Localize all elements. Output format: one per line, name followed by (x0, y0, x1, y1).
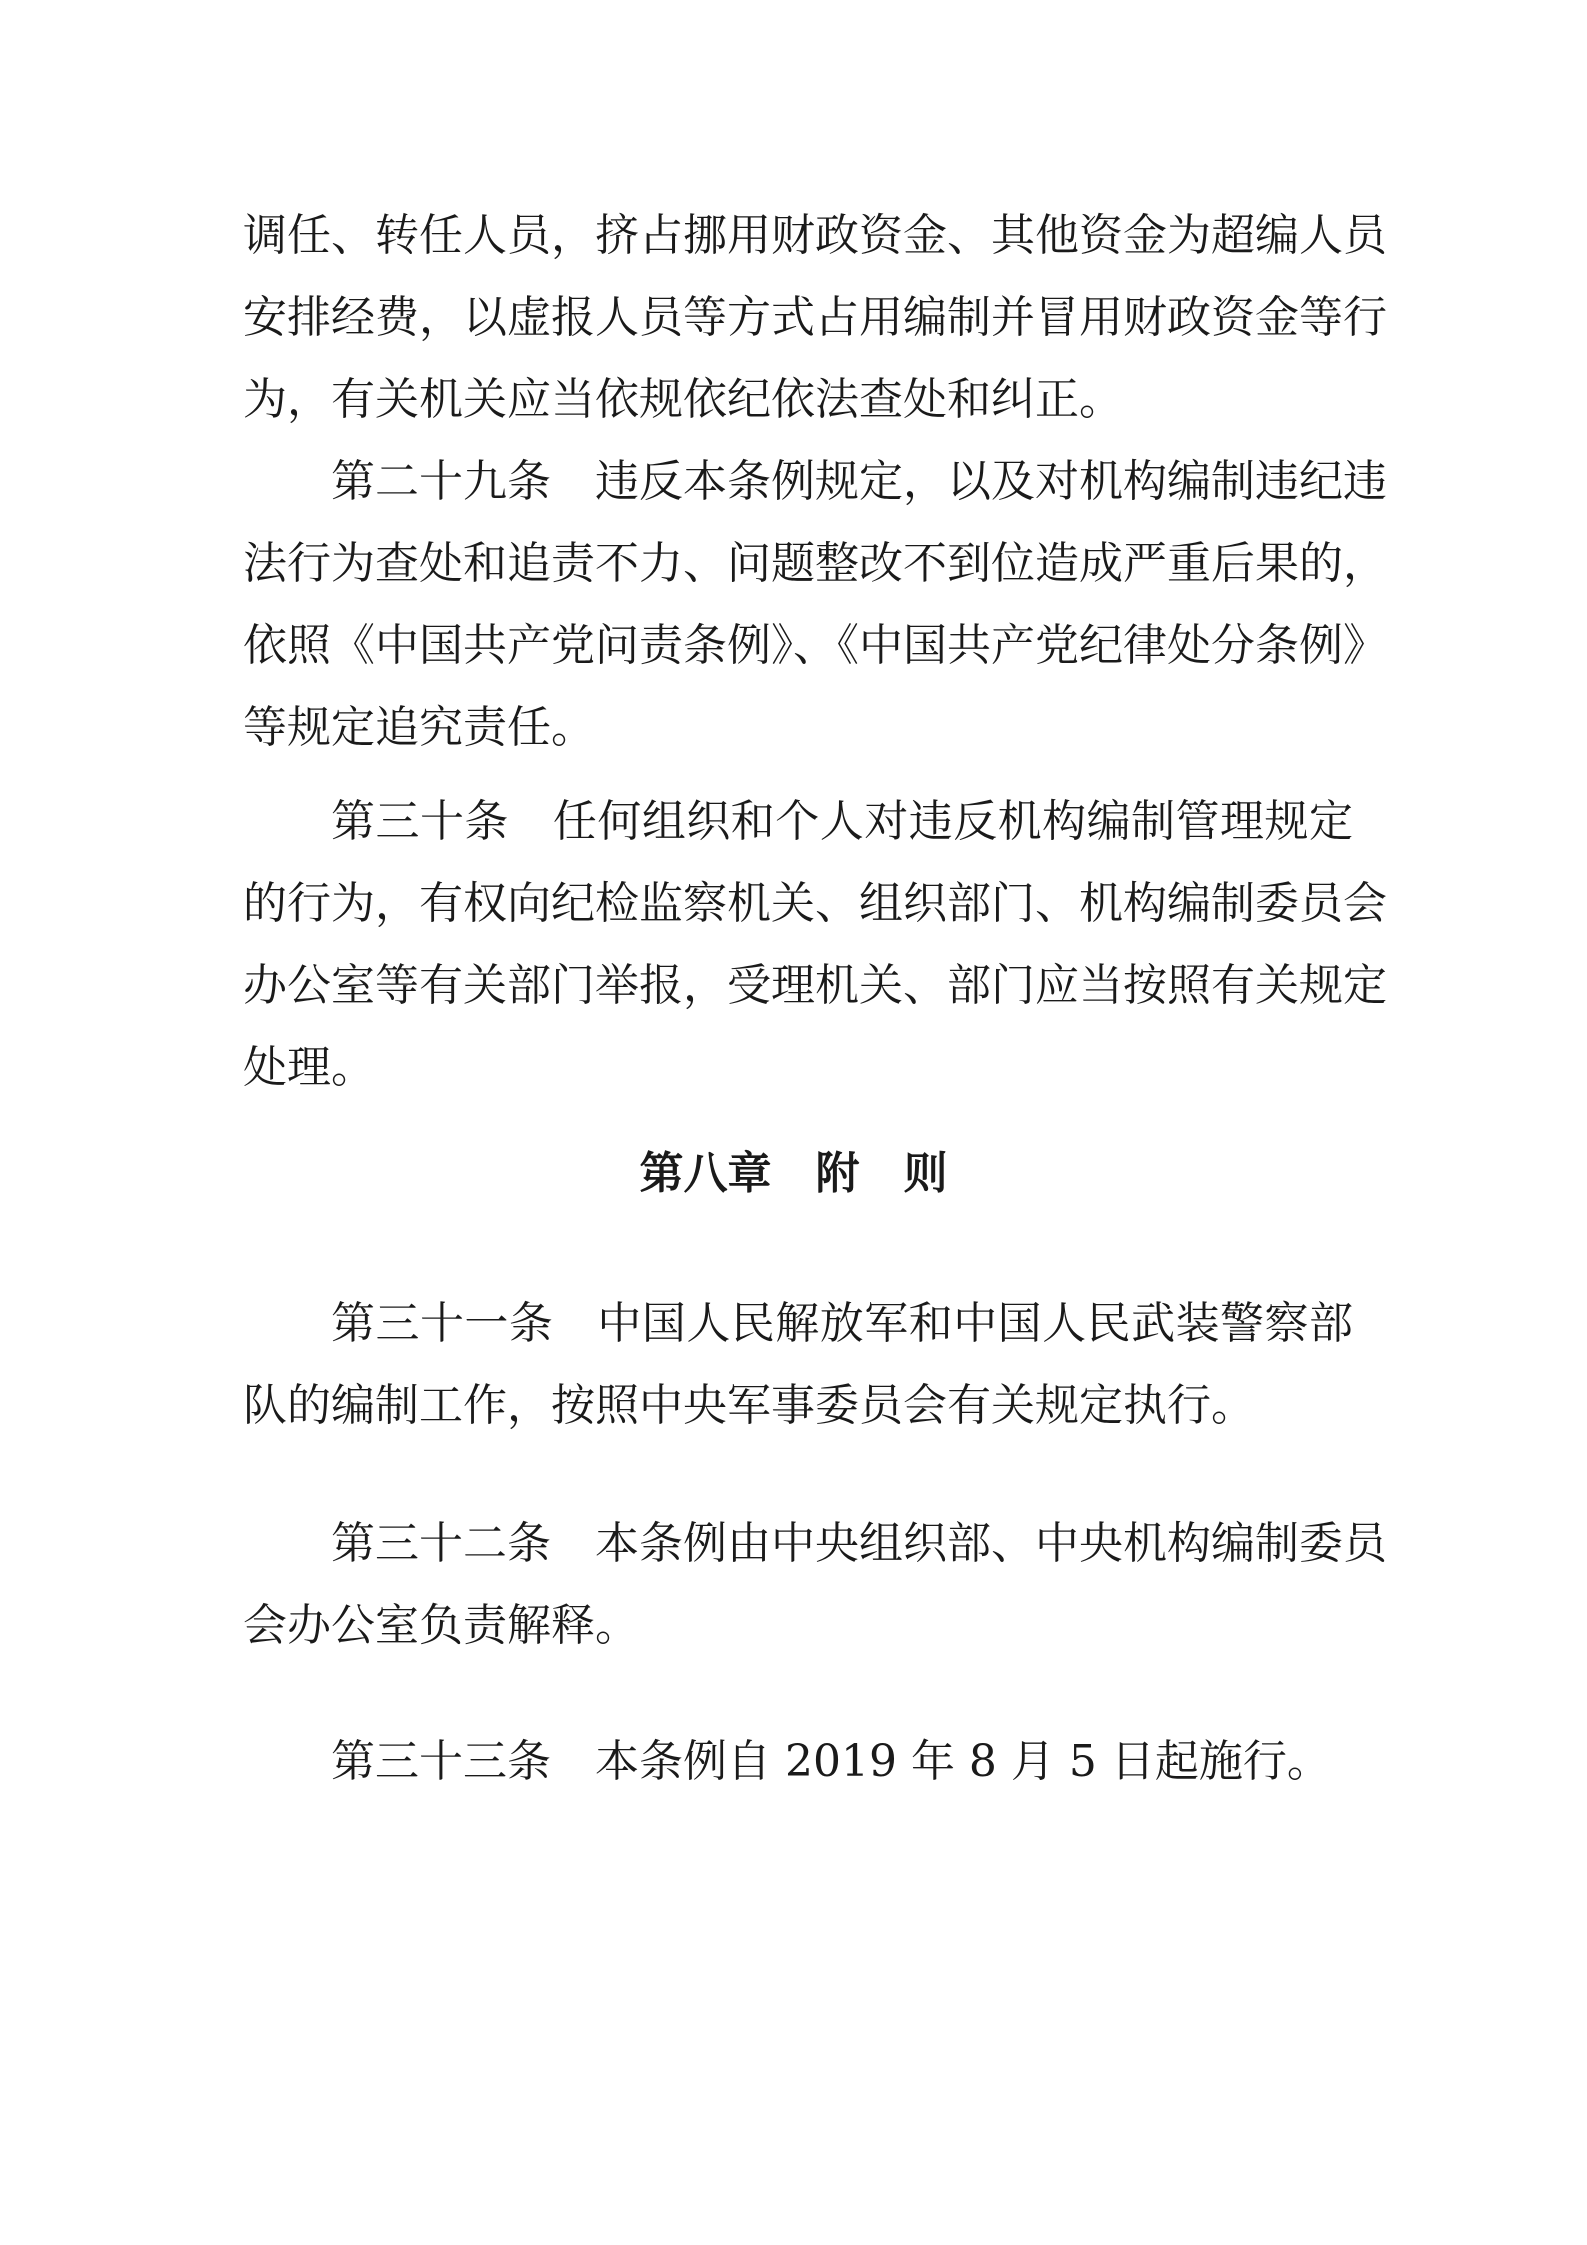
article-30-label: 第三十条 (331, 796, 509, 847)
paragraph-line: 会办公室负责解释。 (243, 1600, 639, 1651)
paragraph-line: 处理。 (243, 1042, 375, 1093)
paragraph-line: 等规定追究责任。 (243, 702, 595, 753)
paragraph-line: 调任、转任人员，挤占挪用财政资金、其他资金为超编人员 (243, 210, 1387, 261)
article-33-text: 本条例自 2019 年 8 月 5 日起施行。 (595, 1736, 1331, 1787)
paragraph-line: 法行为查处和追责不力、问题整改不到位造成严重后果的， (243, 538, 1387, 589)
article-29-first-line (331, 456, 1387, 507)
article-33-first-line (331, 1736, 1353, 1787)
article-29-label: 第二十九条 (331, 456, 551, 507)
paragraph-line: 为，有关机关应当依规依纪依法查处和纠正。 (243, 374, 1123, 425)
paragraph-line: 办公室等有关部门举报，受理机关、部门应当按照有关规定 (243, 960, 1387, 1011)
article-33-label: 第三十三条 (331, 1736, 551, 1787)
article-30-first-line (331, 796, 1353, 847)
chapter-heading: 第八章 附 则 (639, 1148, 948, 1199)
article-30-text: 任何组织和个人对违反机构编制管理规定 (552, 796, 1353, 847)
paragraph-line: 安排经费，以虚报人员等方式占用编制并冒用财政资金等行 (243, 292, 1387, 343)
article-32-first-line (331, 1518, 1387, 1569)
paragraph-line: 的行为，有权向纪检监察机关、组织部门、机构编制委员会 (243, 878, 1387, 929)
paragraph-line: 依照《中国共产党问责条例》、《中国共产党纪律处分条例》 (243, 620, 1387, 671)
article-31-first-line (331, 1298, 1354, 1349)
article-31-label: 第三十一条 (331, 1298, 554, 1349)
paragraph-line: 队的编制工作，按照中央军事委员会有关规定执行。 (243, 1380, 1255, 1431)
article-31-text: 中国人民解放军和中国人民武装警察部 (597, 1298, 1354, 1349)
article-29-text: 违反本条例规定，以及对机构编制违纪违 (595, 456, 1387, 507)
article-32-text: 本条例由中央组织部、中央机构编制委员 (595, 1518, 1387, 1569)
article-32-label: 第三十二条 (331, 1518, 551, 1569)
